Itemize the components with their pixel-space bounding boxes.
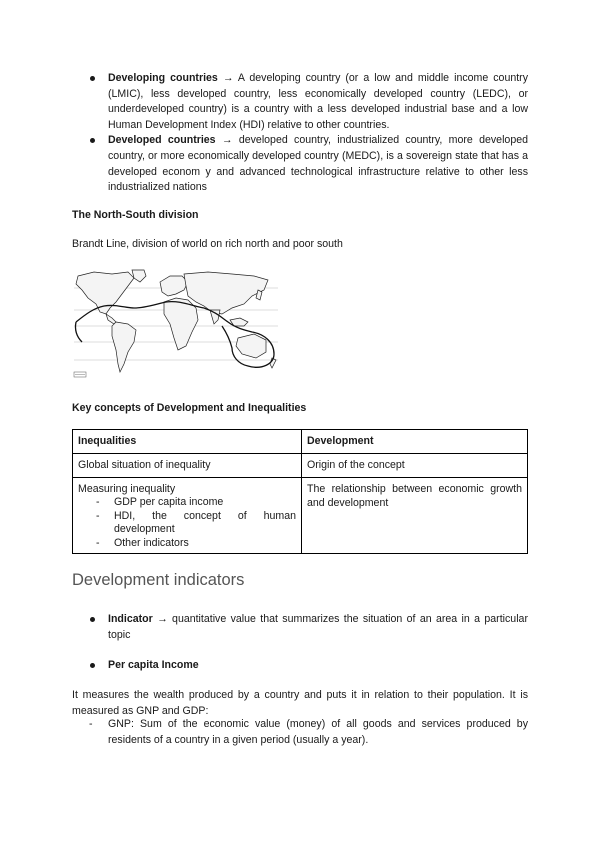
bullet-dot-icon <box>90 138 95 143</box>
table-cell: Global situation of inequality <box>73 454 302 478</box>
arrow: → <box>222 72 234 84</box>
gnp-dash-list <box>89 717 528 748</box>
header-inequalities: Inequalities <box>73 430 302 454</box>
table-cell: The relationship between economic growth and development <box>302 478 528 554</box>
north-south-heading: The North-South division <box>72 209 199 221</box>
table-cell <box>73 478 302 554</box>
bullet-dot-icon <box>90 76 95 81</box>
term: Developing countries <box>108 72 218 84</box>
per-capita-bullet-list <box>90 658 528 674</box>
term: Per capita Income <box>108 659 199 671</box>
list-item: - GNP: Sum of the economic value (money) of all goods and services produced by residents of a country in a given period (usually a year). <box>89 718 528 746</box>
indicator-bullet-list <box>90 612 528 643</box>
list-item: - Other indicators <box>96 536 189 549</box>
definition: developed country, industrialized country, more developed country, or more economically developed country (MEDC), is a sovereign state that has a developed econom y and advanced technological infrastructure relative to other less industrialized nations <box>108 134 528 194</box>
key-concepts-table <box>72 429 528 554</box>
list-item <box>90 133 528 195</box>
arrow: → <box>221 134 233 147</box>
key-concepts-heading: Key concepts of Development and Inequalities <box>72 402 307 414</box>
brandt-line-caption: Brandt Line, division of world on rich north and poor south <box>72 238 343 250</box>
list-item: - HDI, the concept of human development <box>96 509 296 536</box>
section-title-development-indicators: Development indicators <box>72 571 245 589</box>
term: Developed countries <box>108 134 216 147</box>
measuring-list <box>78 496 296 550</box>
table-row <box>73 478 528 554</box>
bullet-dot-icon <box>90 617 95 622</box>
bullet-dot-icon <box>90 663 95 668</box>
table-header-row <box>73 430 528 454</box>
term: Indicator <box>108 613 153 625</box>
list-item <box>90 612 528 643</box>
list-item: - GDP per capita income <box>96 496 224 508</box>
arrow: → <box>157 613 168 625</box>
list-item <box>90 71 528 133</box>
list-item <box>90 658 528 674</box>
brandt-line-world-map <box>72 268 280 380</box>
table-row <box>73 454 528 478</box>
table-cell: Origin of the concept <box>302 454 528 478</box>
per-capita-paragraph: It measures the wealth produced by a country and puts it in relation to their population. It is measured as GNP and GDP: <box>72 689 528 717</box>
intro-bullet-list <box>90 71 528 196</box>
definition: quantitative value that summarizes the situation of an area in a particular topic <box>108 613 528 641</box>
header-development: Development <box>302 430 528 454</box>
measuring-inequality-label: Measuring inequality <box>78 483 176 495</box>
definition: A developing country (or a low and middle income country (LMIC), less developed country, less economically developed country (LEDC), or underdeveloped country) is a country with a less developed industrial base and a low Human Development Index (HDI) relative to other countries. <box>108 72 528 131</box>
